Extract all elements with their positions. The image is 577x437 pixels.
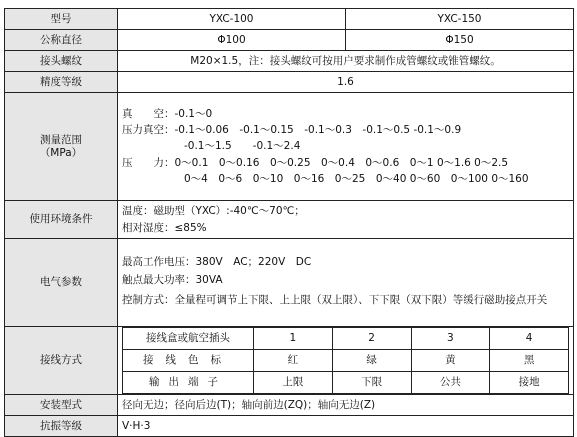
wiring-terminals-row — [123, 372, 569, 394]
range-vacuum: 真 空：-0.1～0 — [122, 108, 213, 121]
wiring-table — [122, 327, 569, 394]
row-environment — [5, 201, 574, 239]
model-yxc100: YXC-100 — [118, 9, 346, 30]
model-label: 型号 — [5, 9, 118, 30]
wiring-color-2: 绿 — [332, 350, 411, 372]
range-compound-2: -0.1～1.5 -0.1～2.4 — [184, 140, 301, 153]
environment-humidity: 相对湿度：≤85% — [122, 221, 207, 234]
electrical-control: 控制方式：全量程可调节上下限、上上限（双上限）、下下限（双下限）等缓行磁助接点开关 — [122, 294, 548, 307]
vibration-value: V·H·3 — [118, 416, 574, 437]
wiring-color-4: 黑 — [490, 350, 569, 372]
thread-value: M20×1.5，注：接头螺纹可按用户要求制作成管螺纹或锥管螺纹。 — [118, 51, 574, 72]
wiring-header-label: 接线盒或航空插头 — [123, 328, 254, 350]
wiring-cell — [118, 327, 574, 395]
diameter-label: 公称直径 — [5, 30, 118, 51]
range-unit: （MPa） — [39, 146, 83, 159]
environment-label: 使用环境条件 — [5, 201, 118, 239]
diameter-150: Φ150 — [346, 30, 574, 51]
row-vibration — [5, 416, 574, 437]
row-thread — [5, 51, 574, 72]
mounting-label: 安装型式 — [5, 395, 118, 416]
wiring-terminal-3: 公共 — [411, 372, 490, 394]
row-model — [5, 9, 574, 30]
range-label: 测量范围 — [40, 134, 82, 147]
wiring-color-3: 黄 — [411, 350, 490, 372]
wiring-header-row — [123, 328, 569, 350]
wiring-terminals-label: 输出端子 — [123, 372, 254, 394]
environment-values — [118, 201, 574, 239]
row-wiring — [5, 327, 574, 395]
wiring-colors-label: 接线色标 — [123, 350, 254, 372]
range-label-cell — [5, 93, 118, 201]
accuracy-value: 1.6 — [118, 72, 574, 93]
row-mounting — [5, 395, 574, 416]
electrical-voltage: 最高工作电压：380V AC；220V DC — [122, 256, 312, 269]
row-diameter — [5, 30, 574, 51]
row-electrical — [5, 239, 574, 327]
range-values — [118, 93, 574, 201]
wiring-header-4: 4 — [490, 328, 569, 350]
environment-temp: 温度：磁助型（YXC）:-40℃～70℃； — [122, 205, 305, 218]
diameter-100: Φ100 — [118, 30, 346, 51]
mounting-value: 径向无边；径向后边(T)；轴向前边(ZQ)；轴向无边(Z) — [118, 395, 574, 416]
wiring-colors-row — [123, 350, 569, 372]
wiring-header-2: 2 — [332, 328, 411, 350]
electrical-label: 电气参数 — [5, 239, 118, 327]
wiring-terminal-4: 接地 — [490, 372, 569, 394]
wiring-terminal-2: 下限 — [332, 372, 411, 394]
range-pressure-2: 0～4 0～6 0～10 0～16 0～25 0～40 0～60 0～100 0～160 — [184, 172, 529, 185]
range-pressure-1: 压 力：0～0.1 0～0.16 0～0.25 0～0.4 0～0.6 0～1 0～1.6 0～2.5 — [122, 156, 509, 169]
wiring-color-1: 红 — [254, 350, 333, 372]
thread-label: 接头螺纹 — [5, 51, 118, 72]
row-range — [5, 93, 574, 201]
range-compound-1: 压力真空：-0.1～0.06 -0.1～0.15 -0.1～0.3 -0.1～0.5 -0.1～0.9 — [122, 124, 462, 137]
spec-table — [4, 8, 574, 437]
model-yxc150: YXC-150 — [346, 9, 574, 30]
wiring-header-1: 1 — [254, 328, 333, 350]
wiring-header-3: 3 — [411, 328, 490, 350]
electrical-values — [118, 239, 574, 327]
wiring-label: 接线方式 — [5, 327, 118, 395]
vibration-label: 抗振等级 — [5, 416, 118, 437]
electrical-power: 触点最大功率：30VA — [122, 274, 223, 287]
row-accuracy — [5, 72, 574, 93]
wiring-terminal-1: 上限 — [254, 372, 333, 394]
accuracy-label: 精度等级 — [5, 72, 118, 93]
